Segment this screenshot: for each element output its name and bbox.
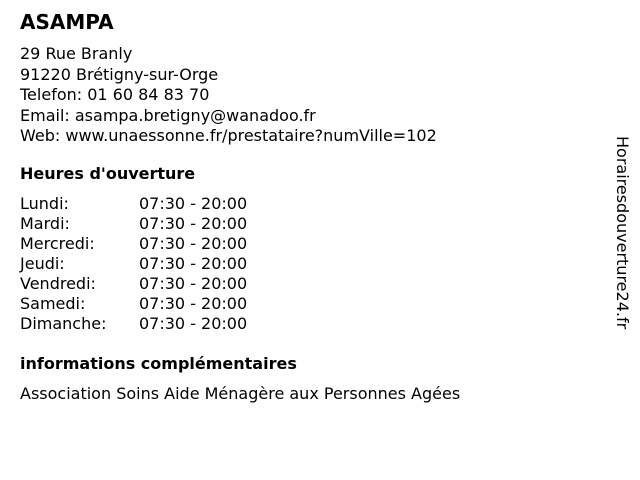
time-range: 07:30 - 20:00 [139, 254, 248, 273]
day-label: Samedi: [20, 294, 86, 313]
additional-info-text: Association Soins Aide Ménagère aux Personnes Agées [20, 384, 461, 403]
day-label: Mercredi: [20, 234, 95, 253]
day-label: Vendredi: [20, 274, 96, 293]
hours-row-friday [20, 274, 247, 294]
additional-info-heading: informations complémentaires [20, 354, 297, 373]
hours-row-sunday [20, 314, 247, 334]
hours-row-thursday [20, 254, 247, 274]
time-range: 07:30 - 20:00 [139, 214, 248, 233]
time-range: 07:30 - 20:00 [139, 274, 248, 293]
hours-row-monday [20, 194, 247, 214]
site-watermark: Horairesdouverture24.fr [613, 136, 632, 330]
hours-row-wednesday [20, 234, 247, 254]
phone-number: Telefon: 01 60 84 83 70 [20, 85, 210, 104]
day-label: Mardi: [20, 214, 70, 233]
time-range: 07:30 - 20:00 [139, 194, 248, 213]
website-address: Web: www.unaessonne.fr/prestataire?numVille=102 [20, 126, 437, 145]
street-address: 29 Rue Branly [20, 44, 133, 63]
city-address: 91220 Brétigny-sur-Orge [20, 64, 219, 84]
day-label: Jeudi: [20, 254, 65, 273]
time-range: 07:30 - 20:00 [139, 234, 248, 253]
time-range: 07:30 - 20:00 [139, 314, 248, 333]
day-label: Dimanche: [20, 314, 107, 333]
opening-hours-table [20, 194, 247, 334]
opening-hours-heading: Heures d'ouverture [20, 164, 196, 183]
contact-block [20, 44, 437, 147]
hours-row-saturday [20, 294, 247, 314]
business-name: ASAMPA [20, 10, 114, 34]
email-address: Email: asampa.bretigny@wanadoo.fr [20, 105, 316, 125]
hours-row-tuesday [20, 214, 247, 234]
time-range: 07:30 - 20:00 [139, 294, 248, 313]
day-label: Lundi: [20, 194, 69, 213]
